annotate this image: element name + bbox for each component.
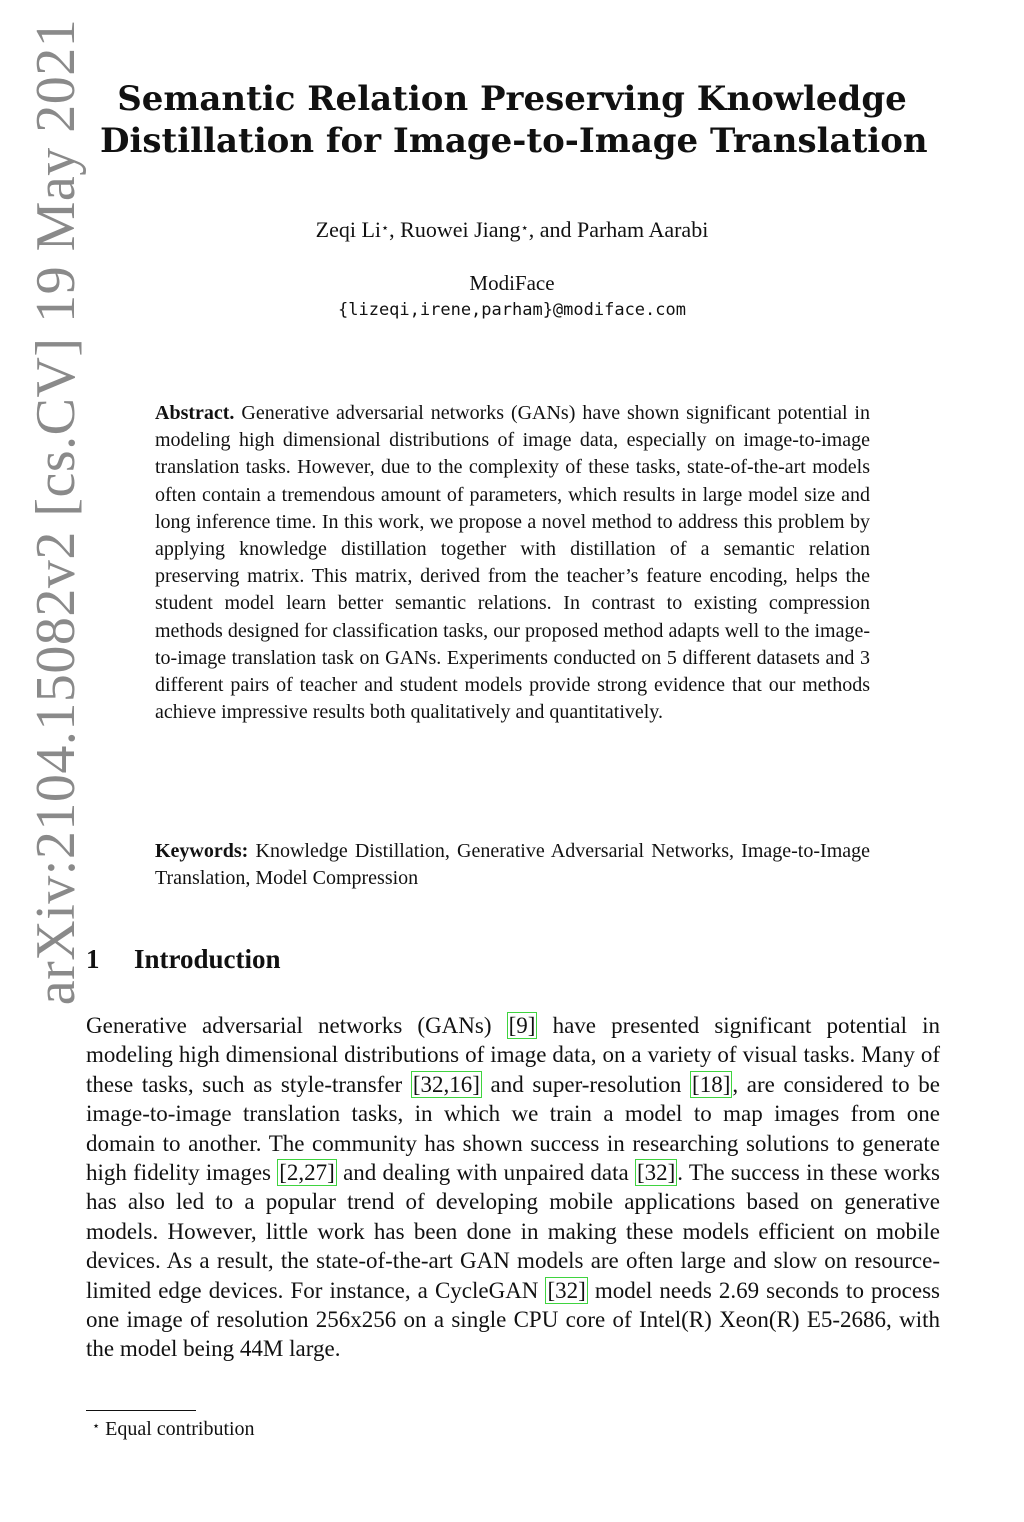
keywords bbox=[155, 838, 870, 892]
title-line-2: Distillation for Image-to-Image Translation bbox=[100, 121, 928, 161]
title-line-1: Semantic Relation Preserving Knowledge bbox=[117, 79, 907, 119]
section-title: Introduction bbox=[134, 944, 281, 974]
intro-text: , are considered to be image-to-image translation tasks, in which we train a model to map images from one domain to another. The community has shown success in researching solutions to generate high fidelity images bbox=[86, 1071, 940, 1186]
intro-text: model needs 2.69 seconds to process one image of resolution 256x256 on a single CPU core of Intel(R) Xeon(R) E5-2686, with the model being 44M large. bbox=[86, 1277, 940, 1362]
intro-text: have presented significant potential in modeling high dimensional distributions of image data, on a variety of visual tasks. Many of these tasks, such as style-transfer bbox=[86, 1013, 940, 1097]
section-number: 1 bbox=[86, 944, 100, 974]
author-3: Parham Aarabi bbox=[576, 217, 709, 242]
arxiv-side-stamp bbox=[18, 18, 94, 1006]
author-list: Zeqi Li⋆, Ruowei Jiang⋆, and Parham Aarabi bbox=[315, 217, 709, 242]
footnote-text: Equal contribution bbox=[105, 1418, 255, 1440]
keywords-label: Keywords: bbox=[155, 840, 249, 862]
keywords-text: Knowledge Distillation, Generative Adversarial Networks, Image-to-Image Translation, Model Compression bbox=[155, 840, 870, 889]
intro-text: Generative adversarial networks (GANs) bbox=[86, 1013, 507, 1038]
footnote bbox=[92, 1418, 255, 1441]
citation-link[interactable]: [18] bbox=[692, 1071, 731, 1097]
citation-link[interactable]: [32,16] bbox=[412, 1071, 480, 1097]
author-2: Ruowei Jiang bbox=[400, 217, 521, 242]
author-2-marker: ⋆ bbox=[520, 220, 529, 235]
citation-link[interactable]: [9] bbox=[508, 1013, 536, 1038]
citation-link[interactable]: [32] bbox=[547, 1277, 586, 1303]
citation-link[interactable]: [32] bbox=[636, 1160, 676, 1186]
author-1: Zeqi Li bbox=[315, 217, 382, 242]
author-1-marker: ⋆ bbox=[381, 220, 390, 235]
footnote-marker: ⋆ bbox=[92, 1418, 101, 1433]
affiliation-org: ModiFace bbox=[469, 271, 555, 295]
paper-title bbox=[100, 78, 928, 162]
intro-text: and super-resolution bbox=[481, 1071, 691, 1097]
affiliation-email: {lizeqi,irene,parham}@modiface.com bbox=[338, 300, 686, 320]
arxiv-identifier: arXiv:2104.15082v2 [cs.CV] 19 May 2021 bbox=[25, 18, 88, 1006]
intro-text: and dealing with unpaired data bbox=[336, 1160, 635, 1186]
footnote-rule bbox=[86, 1410, 196, 1411]
abstract bbox=[155, 400, 870, 726]
introduction-body bbox=[86, 1011, 940, 1364]
abstract-text: Generative adversarial networks (GANs) have shown significant potential in modeling high dimensional distributions of image data, especially on image-to-image translation tasks. However, due to the complexity of these tasks, state-of-the-art models often contain a tremendous amount of parameters, which results in large model size and long inference time. In this work, we propose a novel method to address this problem by applying knowledge distillation together with distillation of a semantic relation preserving matrix. This matrix, derived from the teacher’s feature encoding, helps the student model learn better semantic relations. In contrast to existing compression methods designed for classification tasks, our proposed method adapts well to the image-to-image translation task on GANs. Experiments conducted on 5 different datasets and 3 different pairs of teacher and student models provide strong evidence that our methods achieve impressive results both qualitatively and quantitatively. bbox=[155, 402, 870, 724]
intro-paragraph bbox=[86, 1011, 940, 1364]
affiliation-block bbox=[100, 270, 924, 324]
citation-link[interactable]: [2,27] bbox=[279, 1160, 335, 1186]
abstract-label: Abstract. bbox=[155, 402, 235, 424]
section-heading bbox=[86, 944, 281, 975]
intro-text: . The success in these works has also led to a popular trend of developing mobile applications based on generative models. However, little work has been done in making these models efficient on mobile devices. As a result, the state-of-the-art GAN models are often large and slow on resource-limited edge devices. For instance, a CycleGAN bbox=[86, 1160, 941, 1303]
